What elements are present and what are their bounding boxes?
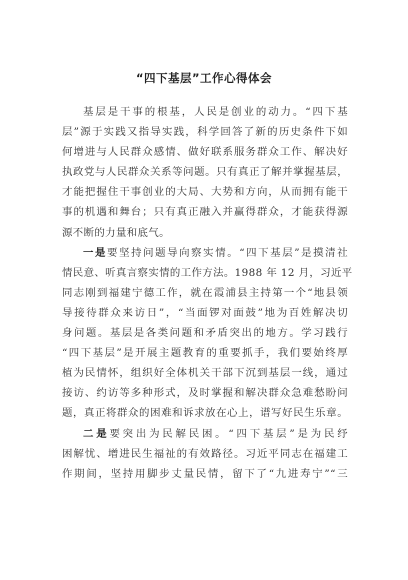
paragraph-2-line-8: 接访、约访等多种形式，及时掌握和解决群众急难愁盼问: [62, 387, 348, 400]
paragraph-3-line-2: 困解忧、增进民生福祉的有效路径。习近平同志在福建工: [62, 447, 348, 460]
paragraph-1-line-3: 何增进与人民群众感情、做好联系服务群众工作、解决好: [62, 146, 348, 159]
paragraph-3-lead: 二是: [83, 427, 110, 440]
paragraph-1-line-1: 基层是干事的根基，人民是创业的动力。“四下基: [83, 106, 348, 118]
paragraph-2-line-6: “四下基层”是开展主题教育的重要抓手，我们要始终厚: [62, 347, 348, 360]
paragraph-2-line-5: 身问题。基层是各类问题和矛盾突出的地方。学习践行: [62, 327, 348, 340]
paragraph-2-line-3: 同志刚到福建宁德工作，就在霞浦县主持第一个“地县领: [62, 286, 348, 299]
paragraph-3-line-1-text: 要突出为民解民困。“四下基层”是为民纾: [109, 427, 348, 440]
paragraph-1-line-4: 执政党与人民群众关系等问题。只有真正了解并掌握基层，: [62, 166, 348, 179]
paragraph-2-line-1-text: 要坚持问题导向察实情。“四下基层”是摸清社: [107, 246, 348, 259]
paragraph-3-line-1: [62, 424, 348, 444]
paragraph-1-line-2: 层”源于实践又指导实践，科学回答了新的历史条件下如: [62, 126, 348, 139]
paragraph-2-line-4: 导接待群众来访日”，“当面锣对面鼓”地为百姓解决切: [62, 306, 348, 319]
paragraph-2-line-1: [62, 243, 348, 263]
paragraph-2-line-2: 情民意、听真言察实情的工作方法。1988 年 12 月，习近平: [62, 266, 353, 279]
paragraph-1-line-6: 事的机遇和舞台；只有真正融入并赢得群众，才能获得源: [62, 206, 348, 219]
document-body: [62, 102, 353, 484]
paragraph-2-lead: 一是: [83, 246, 108, 259]
paragraph-2-line-9: 题，真正将群众的困难和诉求放在心上，谱写好民生乐章。: [62, 407, 348, 420]
paragraph-1-line-7: 源不断的力量和底气。: [62, 226, 170, 239]
paragraph-2-line-7: 植为民情怀，组织好全体机关干部下沉到基层一线，通过: [62, 367, 348, 380]
paragraph-3-line-3: 作期间，坚持用脚步丈量民情，留下了“九进寿宁”“三: [62, 467, 348, 480]
paragraph-1-line-5: 才能把握住干事创业的大局、大势和方向，从而拥有能干: [62, 186, 348, 199]
document-title: “四下基层”工作心得体会: [135, 71, 273, 85]
